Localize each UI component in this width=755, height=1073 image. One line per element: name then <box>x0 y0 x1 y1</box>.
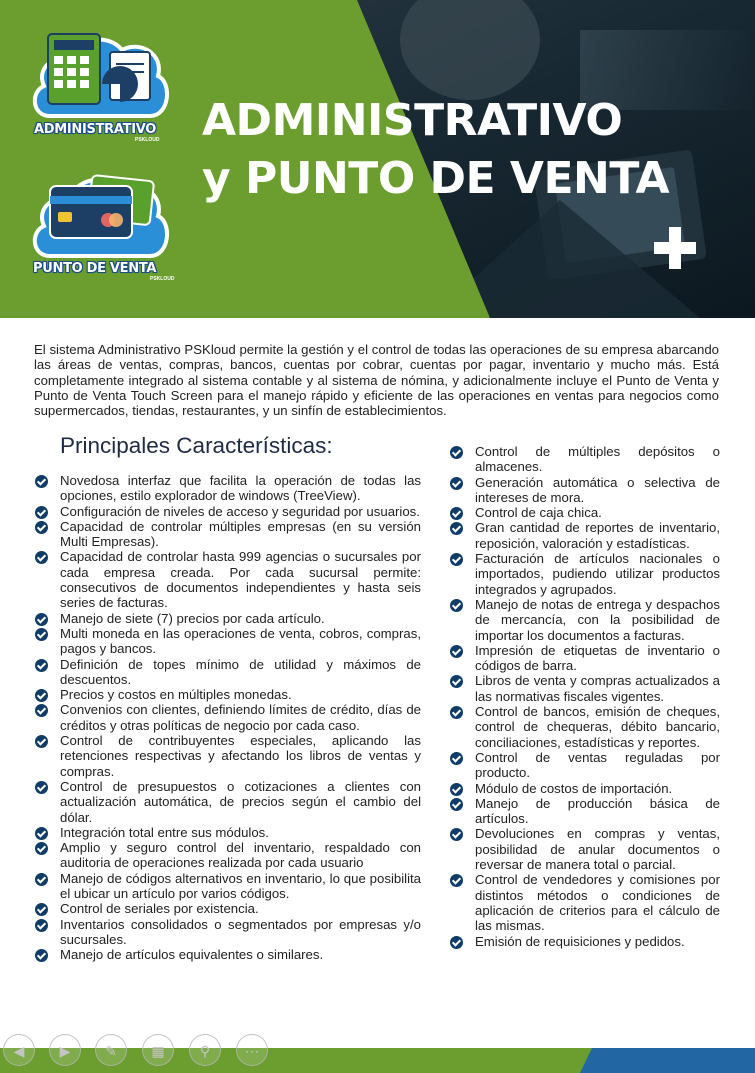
slide-grid-button[interactable] <box>142 1034 174 1066</box>
check-icon <box>35 873 48 886</box>
check-icon <box>450 828 463 841</box>
feature-item <box>450 704 720 750</box>
feature-text: Control de caja chica. <box>475 505 602 521</box>
title-line-2: y PUNTO DE VENTA <box>202 153 670 204</box>
more-options-button[interactable] <box>236 1034 268 1066</box>
check-icon <box>35 919 48 932</box>
check-icon <box>450 477 463 490</box>
check-icon <box>450 522 463 535</box>
feature-text: Impresión de etiquetas de inventario o códigos de barra. <box>475 642 720 674</box>
pen-button[interactable] <box>95 1034 127 1066</box>
check-icon <box>35 689 48 702</box>
check-icon <box>35 842 48 855</box>
check-icon <box>450 553 463 566</box>
check-icon <box>450 645 463 658</box>
feature-item <box>35 840 421 871</box>
check-icon <box>450 507 463 520</box>
check-icon <box>35 613 48 626</box>
feature-text: Multi moneda en las operaciones de venta, cobros, compras, pagos y bancos. <box>60 625 421 657</box>
zoom-button[interactable] <box>189 1034 221 1066</box>
footer-accent <box>580 1048 755 1073</box>
plus-icon <box>654 227 696 269</box>
previous-slide-button[interactable] <box>3 1034 35 1066</box>
check-icon <box>35 827 48 840</box>
feature-text: Control de presupuestos o cotizaciones a clientes con actualización automática, de precios según el cambio del dólar. <box>60 778 421 825</box>
feature-text: Capacidad de controlar múltiples empresas (en su versión Multi Empresas). <box>60 518 421 550</box>
check-icon <box>35 735 48 748</box>
feature-item <box>450 781 720 796</box>
arrow-left-icon: ◀ <box>13 1043 25 1059</box>
feature-item <box>450 796 720 827</box>
check-icon <box>450 706 463 719</box>
check-icon <box>35 475 48 488</box>
feature-text: Manejo de siete (7) precios por cada artículo. <box>60 610 325 626</box>
administrativo-logo-brand: PSKLOUD <box>135 137 160 143</box>
feature-text: Libros de venta y compras actualizados a las normativas fiscales vigentes. <box>475 673 720 704</box>
check-icon <box>450 599 463 612</box>
administrativo-logo-label: ADMINISTRATIVO <box>34 122 157 137</box>
feature-text: Inventarios consolidados o segmentados por empresas y/o sucursales. <box>60 916 421 947</box>
feature-text: Gran cantidad de reportes de inventario, reposición, valoración y estadísticas. <box>475 520 720 551</box>
feature-text: Control de vendedores y comisiones por distintos métodos o condiciones de aplicación de criterios para el cálculo de las mismas. <box>475 872 720 934</box>
feature-text: Manejo de artículos equivalentes o similares. <box>60 947 324 963</box>
feature-text: Facturación de artículos nacionales o importados, pudiendo utilizar productos integrados y agrupados. <box>475 551 720 597</box>
arrow-right-icon: ▶ <box>59 1043 71 1059</box>
check-icon <box>450 936 463 949</box>
intro-paragraph: El sistema Administrativo PSKloud permite la gestión y el control de todas las operaciones de su empresa abarcando las áreas de ventas, compras, bancos, cuentas por cobrar, cuentas por pagar, inventario y mucho más. Está completamente integrado al sistema contable y al sistema de nómina, y adicionalmente incluye el Punto de Venta y Punto de Venta Touch Screen para el manejo rápido y eficiente de las operaciones en ventas para negocios como supermercados, tiendas, restaurantes, y un sinfín de establecimientos. <box>34 342 719 419</box>
check-icon <box>450 752 463 765</box>
title-line-1: ADMINISTRATIVO <box>202 95 623 146</box>
section-title: Principales Características: <box>60 433 333 458</box>
feature-text: Integración total entre sus módulos. <box>60 824 269 840</box>
pen-icon: ✎ <box>105 1043 117 1059</box>
ellipsis-icon: ⋯ <box>245 1043 259 1059</box>
check-icon <box>450 783 463 796</box>
feature-text: Convenios con clientes, definiendo límites de crédito, días de créditos y otras políticas de negocio por cada caso. <box>60 702 421 733</box>
feature-text: Control de múltiples depósitos o almacenes. <box>475 444 720 475</box>
feature-item <box>450 934 720 949</box>
feature-text: Control de ventas reguladas por producto. <box>475 749 720 781</box>
punto-de-venta-logo-label: PUNTO DE VENTA <box>33 261 157 276</box>
check-icon <box>450 675 463 688</box>
feature-text: Definición de topes mínimo de utilidad y máximos de descuentos. <box>60 656 421 687</box>
check-icon <box>35 506 48 519</box>
check-icon <box>450 798 463 811</box>
magnifier-icon: ⚲ <box>199 1043 211 1059</box>
feature-item <box>450 597 720 643</box>
check-icon <box>35 628 48 641</box>
feature-item <box>450 444 720 475</box>
feature-text: Devoluciones en compras y ventas, posibilidad de anular documentos o reversar de manera total o parcial. <box>475 826 720 873</box>
check-icon <box>35 704 48 717</box>
check-icon <box>35 949 48 962</box>
feature-item <box>35 825 421 840</box>
feature-text: Control de contribuyentes especiales, aplicando las retenciones respectivas y afectando los libros de ventas y compras. <box>60 733 421 779</box>
feature-text: Precios y costos en múltiples monedas. <box>60 687 292 703</box>
grid-icon: ▦ <box>151 1043 165 1059</box>
hero-banner <box>0 0 755 318</box>
feature-text: Emisión de requisiciones y pedidos. <box>475 933 685 949</box>
feature-item <box>450 520 720 551</box>
check-icon <box>35 521 48 534</box>
feature-text: Novedosa interfaz que facilita la operación de todas las opciones, estilo explorador de windows (TreeView). <box>60 473 421 504</box>
features-list-left <box>35 473 421 963</box>
features-list-right <box>450 444 720 949</box>
feature-item <box>450 551 720 597</box>
check-icon <box>450 446 463 459</box>
feature-item <box>450 750 720 781</box>
feature-item <box>35 947 421 962</box>
feature-item <box>35 702 421 733</box>
feature-item <box>450 673 720 704</box>
feature-text: Manejo de producción básica de artículos. <box>475 795 720 827</box>
administrativo-logo-icon <box>30 24 172 128</box>
check-icon <box>35 903 48 916</box>
feature-text: Configuración de niveles de acceso y seguridad por usuarios. <box>60 503 420 519</box>
feature-item <box>35 519 421 550</box>
feature-item <box>35 687 421 702</box>
feature-item <box>35 657 421 688</box>
check-icon <box>35 781 48 794</box>
feature-text: Control de seriales por existencia. <box>60 901 259 917</box>
feature-text: Manejo de códigos alternativos en inventario, lo que posibilita el ubicar un artículo por varios códigos. <box>60 870 421 902</box>
feature-text: Módulo de costos de importación. <box>475 780 673 796</box>
feature-item <box>450 505 720 520</box>
check-icon <box>35 551 48 564</box>
feature-item <box>35 733 421 779</box>
check-icon <box>35 659 48 672</box>
feature-item <box>450 475 720 506</box>
feature-item <box>450 643 720 674</box>
feature-item <box>450 826 720 872</box>
feature-item <box>35 626 421 657</box>
feature-text: Control de bancos, emisión de cheques, control de chequeras, débito bancario, conciliaciones, estadísticas y reportes. <box>475 704 720 750</box>
feature-item <box>35 871 421 902</box>
feature-item <box>35 917 421 948</box>
next-slide-button[interactable] <box>49 1034 81 1066</box>
page-title <box>202 92 669 208</box>
feature-item <box>450 872 720 933</box>
feature-text: Amplio y seguro control del inventario, respaldado con auditoria de operaciones realizada por cada usuario <box>60 840 421 871</box>
feature-item <box>35 779 421 825</box>
feature-item <box>35 901 421 916</box>
feature-text: Manejo de notas de entrega y despachos de mercancía, con la posibilidad de importar los documentos a facturas. <box>475 596 720 643</box>
feature-item <box>35 549 421 610</box>
feature-text: Capacidad de controlar hasta 999 agencias o sucursales por cada empresa creada. Por cada sucursal permite: consecutivos de documentos independientes y hasta seis series de facturas. <box>60 549 421 611</box>
feature-text: Generación automática o selectiva de intereses de mora. <box>475 474 720 505</box>
feature-item <box>35 504 421 519</box>
feature-item <box>35 611 421 626</box>
feature-item <box>35 473 421 504</box>
check-icon <box>450 874 463 887</box>
punto-de-venta-logo-icon <box>30 160 172 264</box>
punto-de-venta-logo-brand: PSKLOUD <box>150 276 175 282</box>
